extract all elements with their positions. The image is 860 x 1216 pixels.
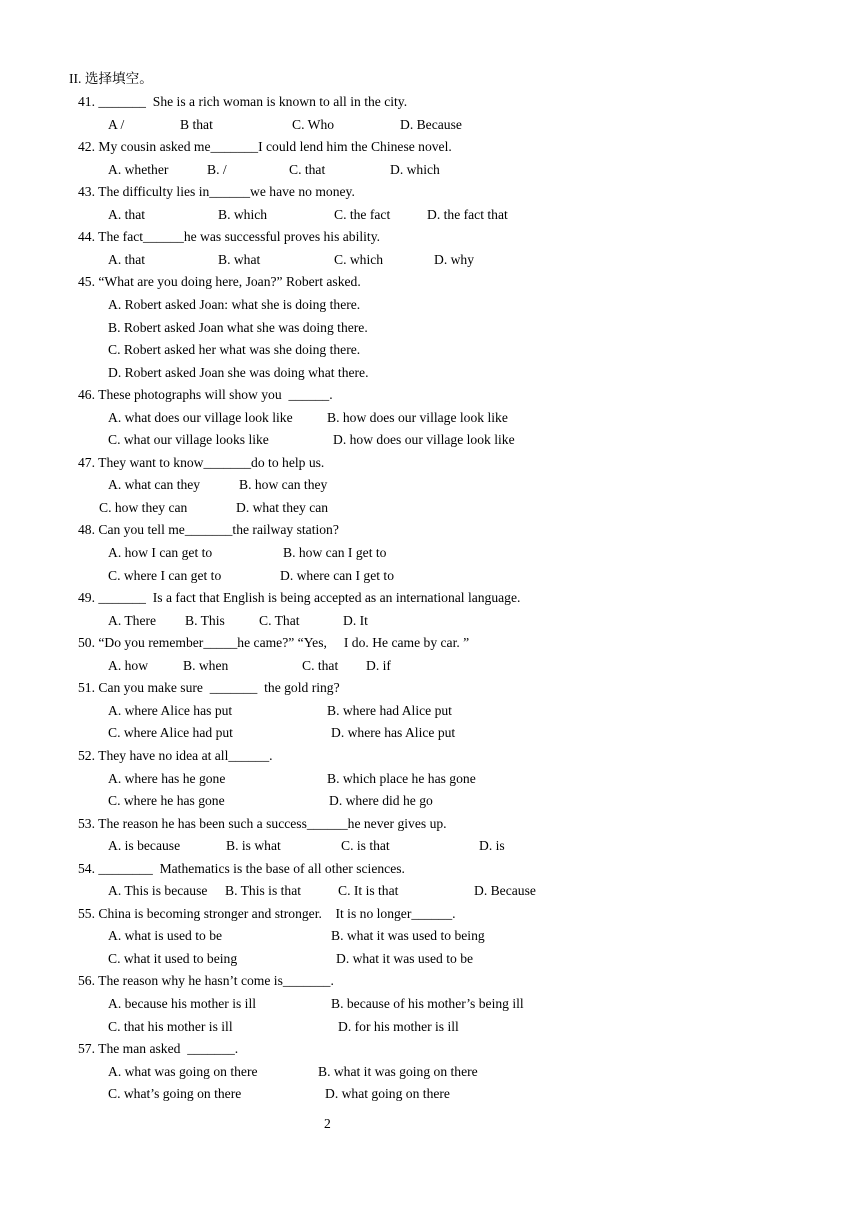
question-stem: 49. _______ Is a fact that English is being accepted as an international language. xyxy=(78,590,521,606)
answer-option: B. what it was going on there xyxy=(318,1063,478,1079)
question-stem: 53. The reason he has been such a success______he never gives up. xyxy=(78,815,447,831)
answer-option: D. Because xyxy=(400,116,462,132)
answer-option: C. which xyxy=(334,251,384,267)
answer-option: C. what it used to being xyxy=(108,950,238,966)
question-stem: 51. Can you make sure _______ the gold ring? xyxy=(78,680,340,696)
answer-option: B. / xyxy=(207,161,227,177)
answer-option: B that xyxy=(180,116,213,132)
answer-option: C. Who xyxy=(292,116,335,132)
page-number: 2 xyxy=(324,1116,331,1131)
answer-option: A. how I can get to xyxy=(108,545,213,560)
answer-option: D. where did he go xyxy=(329,793,433,809)
question-stem: 54. ________ Mathematics is the base of all other sciences. xyxy=(78,860,405,876)
question-stem: 47. They want to know_______do to help us. xyxy=(78,454,325,470)
answer-option: A. Robert asked Joan: what she is doing there. xyxy=(108,296,361,312)
answer-option: B. which xyxy=(218,206,268,222)
answer-option: C. where Alice had put xyxy=(108,725,233,741)
question-stem: 48. Can you tell me_______the railway station? xyxy=(78,522,339,538)
answer-option: B. This is that xyxy=(225,883,302,899)
question-stem: 42. My cousin asked me_______I could lend him the Chinese novel. xyxy=(78,139,452,155)
answer-option: A. what was going on there xyxy=(108,1063,258,1079)
answer-option: B. how does our village look like xyxy=(327,409,508,425)
answer-option: D. where has Alice put xyxy=(331,725,456,741)
answer-option: B. Robert asked Joan what she was doing there. xyxy=(108,319,368,335)
answer-option: D. Because xyxy=(474,883,536,899)
answer-option: A. is because xyxy=(108,838,181,854)
answer-option: D. what they can xyxy=(236,499,329,515)
answer-option: B. when xyxy=(183,657,229,673)
answer-option: A. that xyxy=(108,251,145,267)
answer-option: C. how they can xyxy=(99,499,188,515)
answer-option: C. that xyxy=(289,161,326,177)
answer-option: A. how xyxy=(108,657,149,673)
answer-option: C. what our village looks like xyxy=(108,432,269,448)
answer-option: A. what does our village look like xyxy=(108,409,293,425)
answer-option: D. where can I get to xyxy=(280,567,394,583)
answer-option: A. This is because xyxy=(108,883,208,899)
answer-option: C. where I can get to xyxy=(108,567,222,583)
answer-option: C. That xyxy=(259,612,300,628)
answer-option: D. what going on there xyxy=(325,1086,450,1102)
answer-option: A. that xyxy=(108,206,145,222)
answer-option: D. Robert asked Joan she was doing what there. xyxy=(108,364,369,380)
answer-option: B. This xyxy=(185,612,225,628)
answer-option: C. is that xyxy=(341,838,390,854)
answer-option: A. whether xyxy=(108,161,169,177)
question-stem: 56. The reason why he hasn’t come is_______. xyxy=(78,973,334,989)
answer-option: D. is xyxy=(479,838,505,854)
answer-option: A. where Alice has put xyxy=(108,702,233,718)
answer-option: B. what it was used to being xyxy=(331,928,485,944)
question-stem: 46. These photographs will show you ______. xyxy=(78,387,333,403)
answer-option: B. what xyxy=(218,251,261,267)
question-stem: 55. China is becoming stronger and stronger. It is no longer______. xyxy=(78,905,456,921)
answer-option: C. It is that xyxy=(338,883,399,899)
question-stem: 52. They have no idea at all______. xyxy=(78,747,273,763)
question-stem: 44. The fact______he was successful proves his ability. xyxy=(78,229,381,245)
answer-option: D. for his mother is ill xyxy=(338,1018,459,1034)
answer-option: D. the fact that xyxy=(427,206,508,222)
answer-option: B. how can they xyxy=(239,477,328,493)
question-stem: 43. The difficulty lies in______we have no money. xyxy=(78,184,355,200)
answer-option: B. because of his mother’s being ill xyxy=(331,996,524,1011)
answer-option: D. It xyxy=(343,612,368,628)
answer-option: A. what can they xyxy=(108,477,201,493)
answer-option: C. that xyxy=(302,657,339,673)
answer-option: D. what it was used to be xyxy=(336,950,474,966)
answer-option: A. where has he gone xyxy=(108,770,226,786)
answer-option: B. how can I get to xyxy=(283,545,387,560)
answer-option: B. is what xyxy=(226,838,281,854)
answer-option: C. that his mother is ill xyxy=(108,1018,233,1034)
question-stem: 45. “What are you doing here, Joan?” Robert asked. xyxy=(78,274,361,290)
answer-option: A / xyxy=(108,116,125,132)
answer-option: C. Robert asked her what was she doing there. xyxy=(108,342,361,358)
answer-option: A. There xyxy=(108,612,157,628)
question-stem: 57. The man asked _______. xyxy=(78,1041,239,1057)
answer-option: C. where he has gone xyxy=(108,793,225,809)
answer-option: D. if xyxy=(366,657,391,673)
answer-option: B. which place he has gone xyxy=(327,770,476,786)
answer-option: C. the fact xyxy=(334,206,391,222)
answer-option: D. which xyxy=(390,161,440,177)
answer-option: A. because his mother is ill xyxy=(108,996,256,1011)
answer-option: A. what is used to be xyxy=(108,928,223,944)
question-stem: 41. _______ She is a rich woman is known to all in the city. xyxy=(78,94,408,109)
answer-option: D. why xyxy=(434,251,475,267)
section-title: II. 选择填空。 xyxy=(69,71,153,86)
answer-option: C. what’s going on there xyxy=(108,1086,242,1102)
question-stem: 50. “Do you remember_____he came?” “Yes, I do. He came by car. ” xyxy=(78,635,470,651)
answer-option: D. how does our village look like xyxy=(333,432,515,448)
answer-option: B. where had Alice put xyxy=(327,702,452,718)
